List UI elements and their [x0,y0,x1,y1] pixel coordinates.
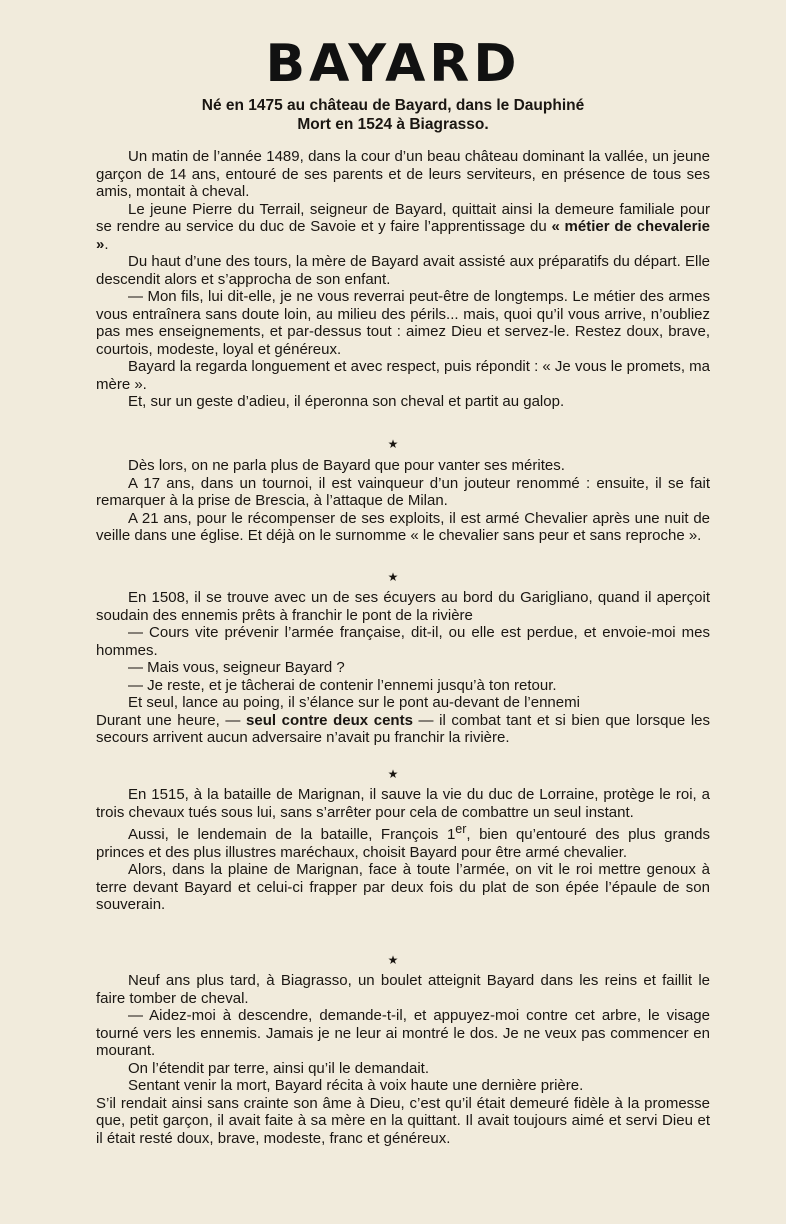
text-run: Durant une heure, — [96,711,247,729]
star-separator: ★ [387,953,399,967]
paragraph [96,821,710,861]
paragraph: Alors, dans la plaine de Marignan, face à toute l’armée, on vit le roi mettre genoux à terre devant Bayard et celui-ci frapper par deux fois du plat de son épée l’épaule de son souverain. [96,861,710,913]
paragraph: Du haut d’une des tours, la mère de Bayard avait assisté aux préparatifs du départ. Elle descendit alors et s’approcha de son enfant. [96,253,710,288]
text-run: — il combat tant et si bien que lorsque les secours arrivent aucun adversaire n’avait pu franchir la rivière. [96,711,710,746]
paragraph [96,201,710,254]
section-biagrasso [96,972,710,1147]
paragraph: A 17 ans, dans un tournoi, il est vainqueur d’un jouteur renommé : ensuite, il se fait remarquer à la prise de Brescia, à l’attaque de Milan. [96,474,710,509]
paragraph: Neuf ans plus tard, à Biagrasso, un boulet atteignit Bayard dans les reins et faillit le faire tomber de cheval. [96,972,710,1007]
paragraph: A 21 ans, pour le récompenser de ses exploits, il est armé Chevalier après une nuit de veille dans une église. Et déjà on le surnomme « le chevalier sans peur et sans reproche ». [96,509,710,544]
paragraph: On l’étendit par terre, ainsi qu’il le demandait. [128,1059,429,1077]
paragraph: — Cours vite prévenir l’armée française, dit-il, ou elle est perdue, et envoie-moi mes hommes. [96,624,710,659]
paragraph: — Mon fils, lui dit-elle, je ne vous reverrai peut-être de longtemps. Le métier des armes vous entraînera sans doute loin, au milieu des périls... mais, quoi qu’il vous arrive, n’oubliez pas mes enseignements, et par-dessus tout : aimez Dieu et servez-le. Restez doux, brave, courtois, modeste, loyal et généreux. [96,288,710,358]
section-garigliano [96,589,710,747]
page-title: BAYARD [265,34,521,94]
paragraph: Dès lors, on ne parla plus de Bayard que pour vanter ses mérites. [128,457,565,474]
paragraph: — Mais vous, seigneur Bayard ? [128,659,345,676]
death-line: Mort en 1524 à Biagrasso. [297,116,489,133]
paragraph: Et seul, lance au poing, il s’élance sur le pont au-devant de l’ennemi [128,694,580,711]
section-departure [96,148,710,411]
paragraph: En 1515, à la bataille de Marignan, il sauve la vie du duc de Lorraine, protège le roi, a trois chevaux tués sous lui, sans s’arrêter pour cela de combattre un seul instant. [96,786,710,821]
star-separator: ★ [387,570,399,584]
paragraph: Sentant venir la mort, Bayard récita à voix haute une dernière prière. [128,1077,584,1094]
section-merits [96,457,710,545]
superscript: er [455,822,467,836]
text-run: , bien qu’entouré des plus grands princes et des plus illustres maréchaux, choisit Bayard pour être armé chevalier. [96,826,710,861]
emphasis-text: seul contre deux cents [246,711,413,729]
paragraph: S’il rendait ainsi sans crainte son âme à Dieu, c’est qu’il était demeuré fidèle à la promesse que, petit garçon, il avait faite à sa mère en la quittant. Il avait toujours aimé et servi Dieu et il était resté doux, brave, modeste, franc et généreux. [96,1094,710,1147]
star-separator: ★ [387,437,399,451]
paragraph: Bayard la regarda longuement et avec respect, puis répondit : « Je vous le promets, ma mère ». [96,358,710,393]
star-separator: ★ [387,767,399,781]
paragraph: — Je reste, et je tâcherai de contenir l’ennemi jusqu’à ton retour. [128,676,557,694]
paragraph: En 1508, il se trouve avec un de ses écuyers au bord du Garigliano, quand il aperçoit soudain des ennemis prêts à franchir le pont de la rivière [96,589,710,624]
paragraph: Et, sur un geste d’adieu, il éperonna son cheval et partit au galop. [128,393,565,410]
text-run: Le jeune Pierre du Terrail, seigneur de Bayard, quittait ainsi la demeure familiale pour se rendre au service du duc de Savoie et y faire l’apprentissage du [96,200,710,235]
section-marignan [96,786,710,914]
text-run: . [104,235,109,253]
emphasis-text: « métier de chevalerie » [96,218,710,253]
birth-line: Né en 1475 au château de Bayard, dans le Dauphiné [201,97,585,114]
text-run: Aussi, le lendemain de la bataille, François 1 [128,826,456,843]
paragraph: Un matin de l’année 1489, dans la cour d’un beau château dominant la vallée, un jeune garçon de 14 ans, entouré de ses parents et de leurs serviteurs, en présence de tous ses amis, montait à cheval. [96,148,710,200]
paragraph [96,712,710,747]
paragraph: — Aidez-moi à descendre, demande-t-il, et appuyez-moi contre cet arbre, le visage tourné vers les ennemis. Jamais je ne leur ai montré le dos. Je ne veux pas commencer en mourant. [96,1007,710,1059]
